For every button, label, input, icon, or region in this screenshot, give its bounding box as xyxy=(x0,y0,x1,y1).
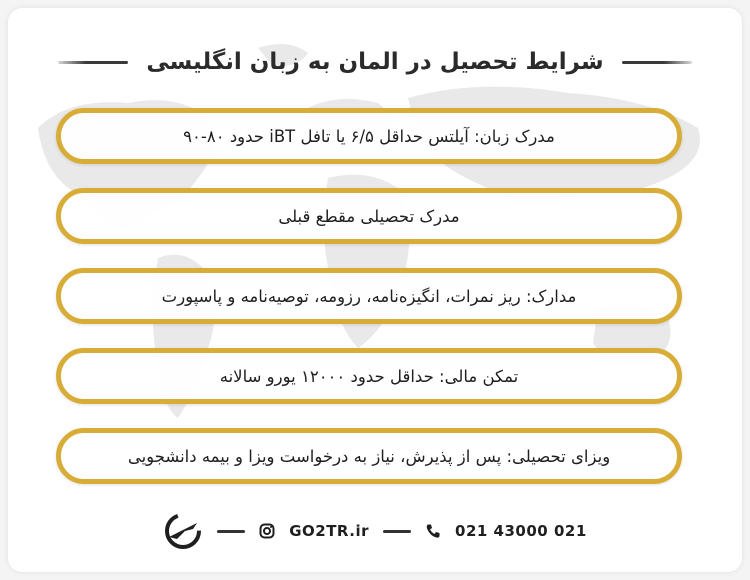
phone-icon xyxy=(425,523,441,539)
instagram-icon xyxy=(259,523,275,539)
title-row xyxy=(8,42,742,82)
phone-number[interactable]: 021 43000 021 xyxy=(455,522,587,540)
requirement-item: مدارک: ریز نمرات، انگیزه‌نامه، رزومه، توصیه‌نامه و پاسپورت xyxy=(56,268,682,324)
requirement-item: مدرک تحصیلی مقطع قبلی xyxy=(56,188,682,244)
plane-logo xyxy=(163,513,203,549)
requirement-item: مدرک زبان: آیلتس حداقل ۶/۵ یا تافل iBT حدود ۸۰-۹۰ xyxy=(56,108,682,164)
info-card xyxy=(8,8,742,572)
title-divider-right xyxy=(622,61,692,64)
requirement-item: تمکن مالی: حداقل حدود ۱۲۰۰۰ یورو سالانه xyxy=(56,348,682,404)
footer-divider xyxy=(217,530,245,533)
page-title: شرایط تحصیل در المان به زبان انگلیسی xyxy=(146,49,604,75)
requirement-item: ویزای تحصیلی: پس از پذیرش، نیاز به درخواست ویزا و بیمه دانشجویی xyxy=(56,428,682,484)
footer-divider xyxy=(383,530,411,533)
title-divider-left xyxy=(58,61,128,64)
website-link[interactable]: GO2TR.ir xyxy=(289,522,370,540)
footer xyxy=(8,513,742,549)
